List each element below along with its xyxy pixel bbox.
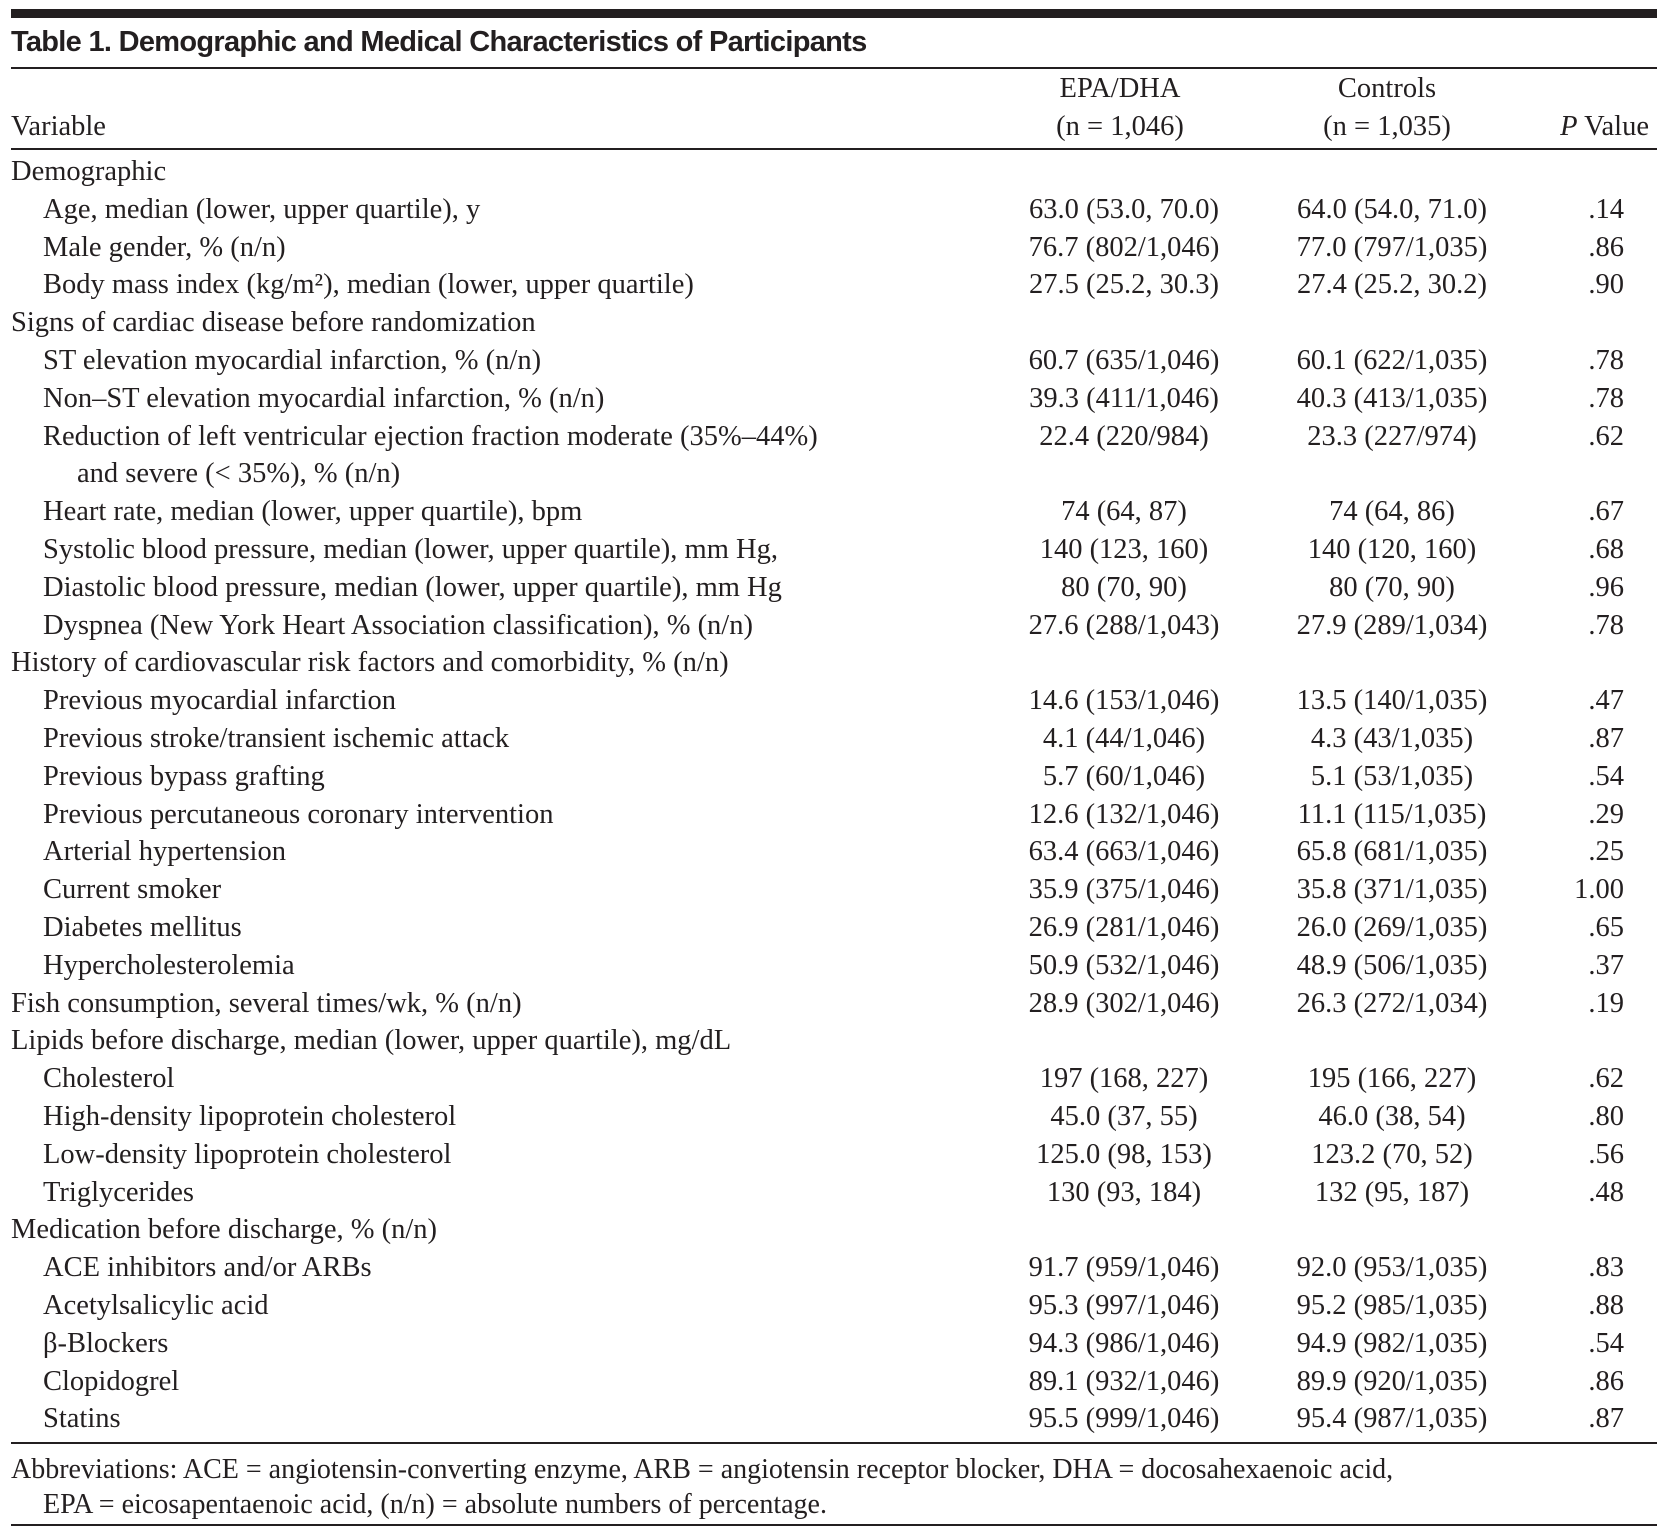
controls-value: 95.4 (987/1,035): [1296, 1403, 1488, 1435]
epa-dha-value: 63.4 (663/1,046): [1028, 836, 1220, 868]
epa-dha-value: 130 (93, 184): [1046, 1176, 1202, 1208]
epa-dha-value: 63.0 (53.0, 70.0): [1029, 193, 1219, 225]
header-controls-n: (n = 1,035): [1323, 111, 1451, 142]
epa-dha-value: 45.0 (37, 55): [1050, 1101, 1198, 1132]
row-label: High-density lipoprotein cholesterol: [43, 1101, 457, 1132]
p-value: .14: [1588, 193, 1624, 225]
p-value: .19: [1588, 987, 1624, 1019]
p-value: .86: [1588, 1365, 1624, 1397]
controls-value: 27.9 (289/1,034): [1296, 609, 1488, 641]
section-label: Medication before discharge, % (n/n): [11, 1214, 438, 1246]
row-label: Male gender, % (n/n): [43, 231, 286, 263]
controls-value: 64.0 (54.0, 71.0): [1297, 193, 1487, 225]
p-value: .56: [1588, 1138, 1624, 1170]
section-label: History of cardiovascular risk factors and comorbidity, % (n/n): [11, 647, 729, 679]
controls-value: 23.3 (227/974): [1307, 420, 1477, 452]
controls-value: 26.0 (269/1,035): [1296, 912, 1488, 943]
controls-value: 89.9 (920/1,035): [1296, 1365, 1488, 1397]
epa-dha-value: 14.6 (153/1,046): [1028, 685, 1220, 717]
controls-value: 60.1 (622/1,035): [1296, 345, 1488, 376]
controls-value: 4.3 (43/1,035): [1310, 723, 1474, 754]
row-label: Hypercholesterolemia: [43, 949, 295, 981]
row-label: Cholesterol: [43, 1063, 175, 1095]
epa-dha-value: 94.3 (986/1,046): [1028, 1327, 1220, 1359]
epa-dha-value: 76.7 (802/1,046): [1028, 231, 1220, 263]
p-value: .78: [1588, 382, 1624, 414]
row-label: Previous stroke/transient ischemic attack: [43, 723, 510, 754]
row-label: Body mass index (kg/m²), median (lower, upper quartile): [43, 269, 694, 301]
header-epa-dha-n: (n = 1,046): [1056, 111, 1184, 142]
row-label: Previous bypass grafting: [43, 760, 325, 792]
row-label: and severe (< 35%), % (n/n): [77, 458, 401, 490]
controls-value: 13.5 (140/1,035): [1296, 685, 1488, 717]
p-value: .54: [1588, 1327, 1624, 1359]
p-value: .80: [1588, 1101, 1624, 1132]
row-label: β-Blockers: [43, 1327, 169, 1359]
epa-dha-value: 80 (70, 90): [1061, 571, 1187, 603]
controls-value: 27.4 (25.2, 30.2): [1297, 269, 1487, 301]
controls-value: 123.2 (70, 52): [1311, 1138, 1473, 1170]
controls-value: 132 (95, 187): [1314, 1176, 1470, 1208]
row-label: ACE inhibitors and/or ARBs: [43, 1252, 372, 1284]
row-label: Current smoker: [43, 874, 222, 906]
row-label: Diastolic blood pressure, median (lower, upper quartile), mm Hg: [43, 571, 782, 603]
epa-dha-value: 91.7 (959/1,046): [1028, 1252, 1220, 1284]
p-value: .62: [1588, 420, 1624, 452]
epa-dha-value: 27.6 (288/1,043): [1028, 609, 1220, 641]
row-label: Dyspnea (New York Heart Association classification), % (n/n): [43, 609, 753, 641]
p-value: .83: [1588, 1252, 1624, 1284]
row-label: Non–ST elevation myocardial infarction, % (n/n): [43, 382, 605, 414]
epa-dha-value: 95.3 (997/1,046): [1028, 1290, 1220, 1321]
epa-dha-value: 12.6 (132/1,046): [1028, 798, 1220, 830]
p-value: .86: [1588, 231, 1624, 263]
header-variable: Variable: [11, 111, 106, 142]
p-value: .78: [1588, 345, 1624, 376]
controls-value: 94.9 (982/1,035): [1296, 1327, 1488, 1359]
controls-value: 92.0 (953/1,035): [1296, 1252, 1488, 1284]
epa-dha-value: 22.4 (220/984): [1039, 420, 1209, 452]
p-value: 1.00: [1574, 874, 1624, 906]
p-value: .96: [1588, 571, 1624, 603]
p-value: .62: [1588, 1063, 1624, 1095]
p-value: .37: [1588, 949, 1624, 981]
row-label: Low-density lipoprotein cholesterol: [43, 1138, 452, 1170]
row-label: Statins: [43, 1403, 121, 1435]
controls-value: 140 (120, 160): [1307, 534, 1477, 565]
epa-dha-value: 5.7 (60/1,046): [1042, 760, 1206, 792]
header-p-value: [1560, 109, 1649, 145]
controls-value: 11.1 (115/1,035): [1297, 798, 1487, 830]
controls-value: 26.3 (272/1,034): [1296, 987, 1488, 1019]
epa-dha-value: 39.3 (411/1,046): [1029, 382, 1219, 414]
p-value: .29: [1588, 798, 1624, 830]
p-value: .48: [1588, 1176, 1624, 1208]
footnote-line-1: Abbreviations: ACE = angiotensin-converting enzyme, ARB = angiotensin receptor blocker, DHA = docosahexaenoic acid,: [11, 1454, 1394, 1485]
section-label: Lipids before discharge, median (lower, upper quartile), mg/dL: [11, 1025, 732, 1057]
p-value: .90: [1588, 269, 1624, 301]
epa-dha-value: 28.9 (302/1,046): [1028, 987, 1220, 1019]
row-label: Systolic blood pressure, median (lower, upper quartile), mm Hg,: [43, 534, 778, 565]
controls-value: 65.8 (681/1,035): [1296, 836, 1488, 868]
header-controls: Controls: [1337, 73, 1437, 104]
row-label: Acetylsalicylic acid: [43, 1290, 269, 1321]
controls-value: 46.0 (38, 54): [1318, 1101, 1466, 1132]
epa-dha-value: 26.9 (281/1,046): [1028, 912, 1220, 943]
header-rule: [11, 148, 1657, 150]
row-label: Clopidogrel: [43, 1365, 180, 1397]
p-value: .78: [1588, 609, 1624, 641]
controls-value: 35.8 (371/1,035): [1296, 874, 1488, 906]
epa-dha-value: 140 (123, 160): [1039, 534, 1209, 565]
controls-value: 48.9 (506/1,035): [1296, 949, 1488, 981]
section-label: Demographic: [11, 156, 167, 187]
p-value: .87: [1588, 723, 1624, 754]
p-value: .47: [1588, 685, 1624, 717]
row-label: Previous myocardial infarction: [43, 685, 396, 717]
epa-dha-value: 35.9 (375/1,046): [1028, 874, 1220, 906]
controls-value: 80 (70, 90): [1329, 571, 1455, 603]
p-value: .87: [1588, 1403, 1624, 1435]
p-value: .25: [1588, 836, 1624, 868]
controls-value: 40.3 (413/1,035): [1296, 382, 1488, 414]
header-epa-dha: EPA/DHA: [1059, 73, 1181, 104]
controls-value: 5.1 (53/1,035): [1310, 760, 1474, 792]
controls-value: 77.0 (797/1,035): [1296, 231, 1488, 263]
row-label: Previous percutaneous coronary intervention: [43, 798, 554, 830]
epa-dha-value: 95.5 (999/1,046): [1028, 1403, 1220, 1435]
controls-value: 95.2 (985/1,035): [1296, 1290, 1488, 1321]
epa-dha-value: 197 (168, 227): [1039, 1063, 1209, 1095]
header-p-rest: Value: [1577, 111, 1649, 142]
controls-value: 195 (166, 227): [1307, 1063, 1477, 1095]
section-label: Fish consumption, several times/wk, % (n/n): [11, 987, 522, 1019]
p-value: .88: [1588, 1290, 1624, 1321]
epa-dha-value: 60.7 (635/1,046): [1028, 345, 1220, 376]
row-label: ST elevation myocardial infarction, % (n/n): [43, 345, 542, 376]
p-value: .68: [1588, 534, 1624, 565]
header-p-italic: P: [1560, 111, 1578, 142]
p-value: .65: [1588, 912, 1624, 943]
epa-dha-value: 4.1 (44/1,046): [1042, 723, 1206, 754]
epa-dha-value: 74 (64, 87): [1061, 496, 1187, 528]
title-rule: [11, 67, 1657, 69]
table-title: Table 1. Demographic and Medical Characteristics of Participants: [11, 26, 867, 58]
p-value: .54: [1588, 760, 1624, 792]
epa-dha-value: 50.9 (532/1,046): [1028, 949, 1220, 981]
epa-dha-value: 89.1 (932/1,046): [1028, 1365, 1220, 1397]
row-label: Age, median (lower, upper quartile), y: [43, 193, 481, 225]
row-label: Triglycerides: [43, 1176, 194, 1208]
epa-dha-value: 125.0 (98, 153): [1036, 1138, 1212, 1170]
row-label: Reduction of left ventricular ejection fraction moderate (35%–44%): [43, 420, 818, 452]
controls-value: 74 (64, 86): [1329, 496, 1455, 528]
row-label: Diabetes mellitus: [43, 912, 242, 943]
footnote-line-2: EPA = eicosapentaenoic acid, (n/n) = absolute numbers of percentage.: [43, 1489, 827, 1520]
bottom-table-rule: [11, 1442, 1657, 1444]
p-value: .67: [1588, 496, 1624, 528]
row-label: Heart rate, median (lower, upper quartile), bpm: [43, 496, 583, 528]
epa-dha-value: 27.5 (25.2, 30.3): [1029, 269, 1219, 301]
row-label: Arterial hypertension: [43, 836, 286, 868]
top-thick-rule: [11, 9, 1657, 18]
section-label: Signs of cardiac disease before randomization: [11, 307, 536, 339]
